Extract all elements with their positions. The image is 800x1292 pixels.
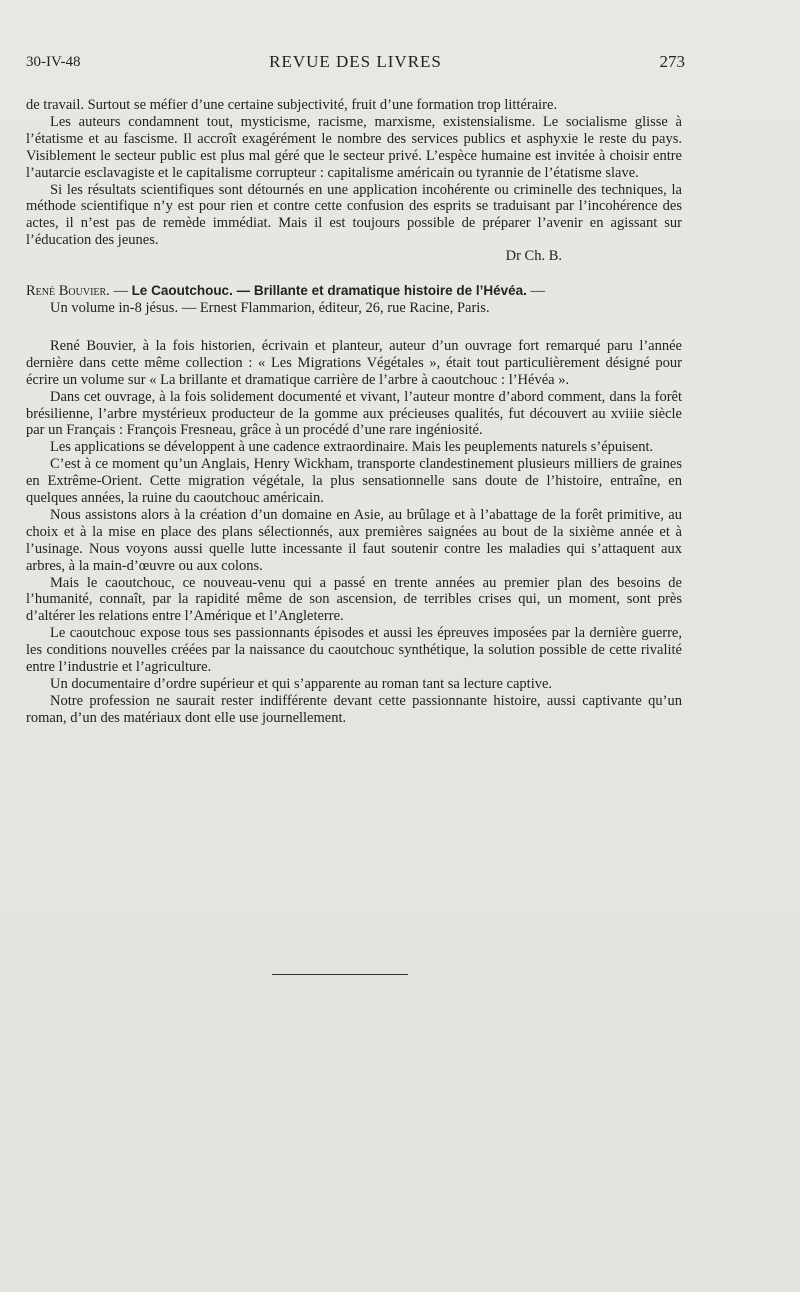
journal-title: REVUE DES LIVRES bbox=[269, 52, 442, 71]
book-title: Le Caoutchouc. — Brillante et dramatique histoire de l’Hévéa. bbox=[131, 283, 527, 299]
separator: — bbox=[109, 283, 132, 300]
paragraph: Les applications se développent à une cadence extraordinaire. Mais les peuplements naturels s’épuisent. bbox=[50, 439, 654, 456]
header-date: 30-IV-48 bbox=[26, 54, 81, 70]
paragraph: Si les résultats scientifiques sont détournés en une application incohérente ou criminelle des techniques, la méthode scientifique n’y est pour rien et contre cette confusion des esprits se traduisant par l’incohérence des actes, il n’est pas de remède immédiat. Mais il est toujours possible de préparer l’avenir en agissant sur l’éducation des jeunes. bbox=[26, 181, 682, 249]
paragraph: Un documentaire d’ordre supérieur et qui s’apparente au roman tant sa lecture captive. bbox=[50, 676, 553, 692]
page-number: 273 bbox=[659, 52, 685, 71]
paragraph: Nous assistons alors à la création d’un domaine en Asie, au brûlage et à l’abattage de la forêt primitive, au choix et à la mise en place des plans sélectionnés, aux premières saignées au bout de la sixième année et à l’usinage. Nous voyons aussi quelle lutte incessante il faut soutenir contre les maladies qui s’attaquent aux arbres, à la main-d’œuvre ou aux colons. bbox=[26, 506, 682, 574]
book-reference bbox=[26, 283, 682, 317]
end-rule bbox=[272, 974, 408, 975]
book-author: René Bouvier. bbox=[26, 283, 110, 300]
paragraph: Le caoutchouc expose tous ses passionnants épisodes et aussi les épreuves imposées par la dernière guerre, les conditions nouvelles créées par la naissance du caoutchouc synthétique, la solution possible de cette rivalité entre l’industrie et l’agriculture. bbox=[26, 625, 682, 676]
separator: — bbox=[526, 283, 546, 300]
body-text bbox=[26, 97, 682, 727]
paragraph: de travail. Surtout se méfier d’une certaine subjectivité, fruit d’une formation trop littéraire. bbox=[26, 97, 558, 113]
spacer bbox=[26, 317, 682, 338]
book-publication: Un volume in-8 jésus. — Ernest Flammarion, éditeur, 26, rue Racine, Paris. bbox=[50, 299, 490, 316]
running-header bbox=[26, 52, 685, 76]
review-signature: Dr Ch. B. bbox=[505, 248, 562, 265]
paragraph: C’est à ce moment qu’un Anglais, Henry Wickham, transporte clandestinement plusieurs milliers de graines en Extrême-Orient. Cette migration végétale, la plus sensationnelle sans doute de l’histoire, entraîne, en quelques années, la ruine du caoutchouc américain. bbox=[26, 456, 682, 507]
paragraph: Les auteurs condamnent tout, mysticisme, racisme, marxisme, existensialisme. Le socialisme glisse à l’étatisme et au fascisme. Il accroît exagérément le nombre des services publics et asphyxie le reste du pays. Visiblement le secteur public est plus mal géré que le secteur privé. L’espèce humaine est invitée à choisir entre l’autarcie esclavagiste et le capitalisme corrupteur : capitalisme américain ou tyrannie de l’étatisme slave. bbox=[26, 113, 682, 181]
spacer bbox=[26, 265, 682, 283]
paragraph: Notre profession ne saurait rester indifférente devant cette passionnante histoire, aussi captivante qu’un roman, d’un des matériaux dont elle use journellement. bbox=[26, 692, 682, 726]
paragraph: Dans cet ouvrage, à la fois solidement documenté et vivant, l’auteur montre d’abord comment, dans la forêt brésilienne, l’arbre mystérieux producteur de la gomme aux précieuses qualités, fut découvert au xviiie siècle par un Français : François Fresneau, grâce à un procédé d’une rare ingéniosité. bbox=[26, 388, 682, 439]
paragraph: Mais le caoutchouc, ce nouveau-venu qui a passé en trente années au premier plan des besoins de l’humanité, connaît, par la rapidité même de son ascension, de terribles crises qui, un moment, sont près d’altérer les relations entre l’Amérique et l’Angleterre. bbox=[26, 574, 682, 625]
paragraph: René Bouvier, à la fois historien, écrivain et planteur, auteur d’un ouvrage fort remarqué paru l’année dernière dans cette même collection : « Les Migrations Végétales », était tout particulièrement désigné pour écrire un volume sur « La brillante et dramatique carrière de l’arbre à caoutchouc : l’Hévéa ». bbox=[26, 337, 682, 388]
